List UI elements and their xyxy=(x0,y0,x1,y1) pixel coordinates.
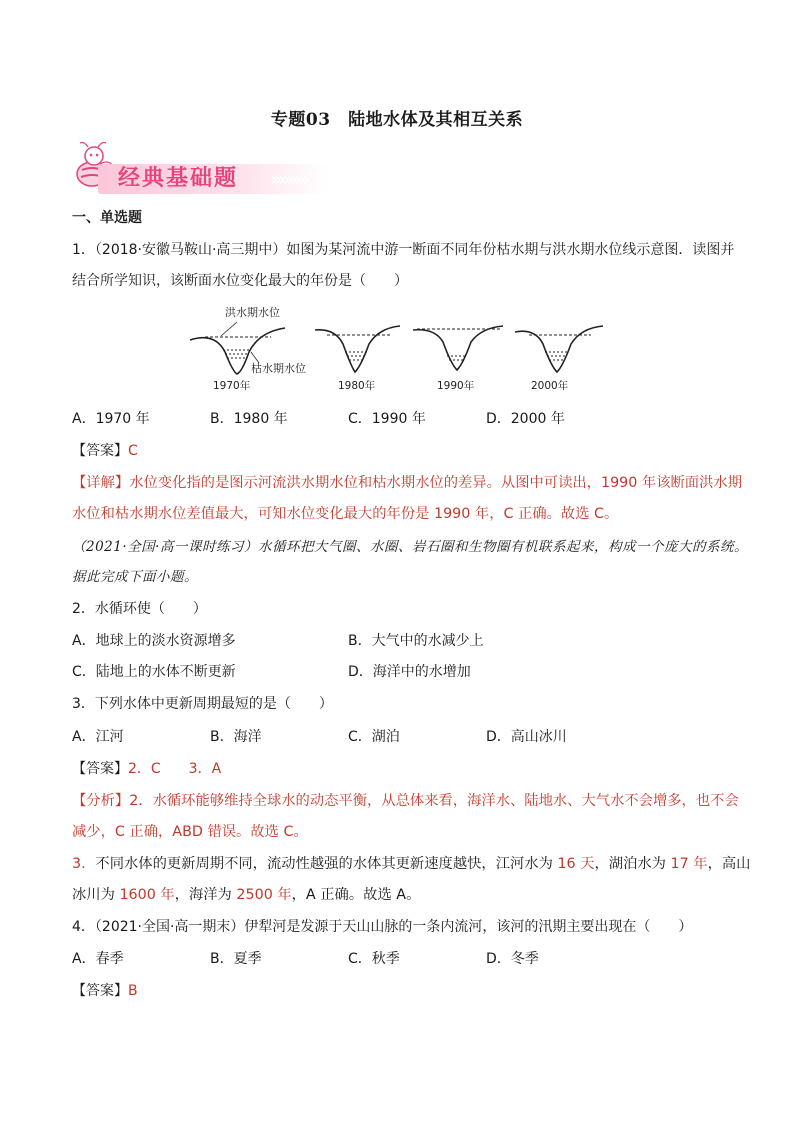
dry-level-label: 枯水期水位 xyxy=(251,362,306,375)
q2-stem: 2．水循环使（ ） xyxy=(72,601,207,617)
q1-stem-line1: 1．（2018·安徽马鞍山·高三期中）如图为某河流中游一断面不同年份枯水期与洪水期水位线示意图．读图并 xyxy=(72,242,735,258)
q1-option-d[interactable]: D．2000 年 xyxy=(486,411,565,427)
detail-text: 水位变化指的是图示河流洪水期水位和枯水期水位的差异。从图中可读出， xyxy=(129,475,601,491)
detail-text: 水位和枯水期水位差值最大，可知水位变化最大的年份是 xyxy=(72,506,434,522)
analysis-text: ，湖泊水为 xyxy=(594,856,671,872)
analysis-line1 xyxy=(72,791,739,811)
q3-option-c[interactable]: C．湖泊 xyxy=(348,729,400,745)
answer-tag: 【答案】 xyxy=(72,983,128,999)
water-level-figure xyxy=(185,300,610,395)
q3-option-a[interactable]: A．江河 xyxy=(72,729,124,745)
banner-arrows-icon: ››››››››› xyxy=(270,167,306,191)
profile-1990 xyxy=(413,326,503,370)
section-heading: 一、单选题 xyxy=(72,210,142,226)
analysis-value: 17 年 xyxy=(670,856,708,872)
analysis-text: 2．水循环能够维持全球水的动态平衡，从总体来看，海洋水、陆地水、大气水不会增多，也不会 xyxy=(129,793,739,809)
answer-tag: 【答案】 xyxy=(72,443,128,459)
year-label-2000: 2000年 xyxy=(531,380,569,392)
detail-tag: 【详解】 xyxy=(72,475,130,491)
analysis-line3 xyxy=(72,854,750,874)
year-label-1970: 1970年 xyxy=(213,380,251,392)
q3-option-b[interactable]: B．海洋 xyxy=(210,729,262,745)
analysis-line4 xyxy=(72,885,420,905)
analysis-text: 冰川为 xyxy=(72,887,120,903)
analysis-value: 1600 年 xyxy=(119,887,175,903)
flood-level-label: 洪水期水位 xyxy=(225,306,280,319)
q4-option-a[interactable]: A．春季 xyxy=(72,951,124,967)
analysis-value: 2500 年 xyxy=(236,887,292,903)
q2-option-c[interactable]: C．陆地上的水体不断更新 xyxy=(72,664,236,680)
profile-1980 xyxy=(315,326,400,372)
detail-text: 1990 年该断面洪水期 xyxy=(600,475,742,491)
year-label-1980: 1980年 xyxy=(338,380,376,392)
q1-option-c[interactable]: C．1990 年 xyxy=(348,411,426,427)
analysis-text: ，高山 xyxy=(707,856,751,872)
intro-line2: 据此完成下面小题。 xyxy=(72,569,198,585)
analysis-tag: 【分析】 xyxy=(72,793,130,809)
answer-value: 2．C 3．A xyxy=(128,761,222,777)
answer-value: B xyxy=(128,983,138,999)
analysis-text: ，海洋为 xyxy=(174,887,237,903)
q4-option-c[interactable]: C．秋季 xyxy=(348,951,400,967)
analysis-value: 16 天 xyxy=(557,856,595,872)
q4-option-b[interactable]: B．夏季 xyxy=(210,951,262,967)
q2-option-d[interactable]: D．海洋中的水增加 xyxy=(348,664,471,680)
intro-line1: （2021·全国·高一课时练习）水循环把大气圈、水圈、岩石圈和生物圈有机联系起来，构成一个庞大的系统。 xyxy=(72,539,748,555)
analysis-text: 不同水体的更新周期不同，流动性越强的水体其更新速度越快，江河水为 xyxy=(95,856,558,872)
q3-stem: 3．下列水体中更新周期最短的是（ ） xyxy=(72,696,333,712)
q4-stem: 4．（2021·全国·高一期末）伊犁河是发源于天山山脉的一条内流河，该河的汛期主要出现在（ ） xyxy=(72,919,693,935)
q2-option-b[interactable]: B．大气中的水减少上 xyxy=(348,633,484,649)
q1-option-a[interactable]: A．1970 年 xyxy=(72,411,150,427)
q3-option-d[interactable]: D．高山冰川 xyxy=(486,729,567,745)
analysis-text: ，A 正确。故选 A。 xyxy=(291,887,421,903)
banner-label: 经典基础题 xyxy=(118,166,239,191)
analysis-text: 3． xyxy=(72,856,96,872)
answer-tag: 【答案】 xyxy=(72,761,128,777)
q1-option-b[interactable]: B．1980 年 xyxy=(210,411,288,427)
detail-text: 1990 年，C 正确。故选 C。 xyxy=(433,506,619,522)
section-banner xyxy=(70,140,330,196)
q2-option-a[interactable]: A．地球上的淡水资源增多 xyxy=(72,633,236,649)
q4-answer xyxy=(72,981,138,1001)
q1-detail-line2 xyxy=(72,504,618,524)
q23-answer xyxy=(72,759,221,779)
analysis-line2: 减少，C 正确，ABD 错误。故选 C。 xyxy=(72,824,308,840)
q1-detail-line1 xyxy=(72,473,742,493)
q4-option-d[interactable]: D．冬季 xyxy=(486,951,539,967)
q1-answer xyxy=(72,441,138,461)
page-title: 专题03 陆地水体及其相互关系 xyxy=(270,110,524,130)
profile-2000 xyxy=(515,326,603,372)
answer-value: C xyxy=(128,443,138,459)
q1-stem-line2: 结合所学知识，该断面水位变化最大的年份是（ ） xyxy=(72,273,408,289)
year-label-1990: 1990年 xyxy=(437,380,475,392)
